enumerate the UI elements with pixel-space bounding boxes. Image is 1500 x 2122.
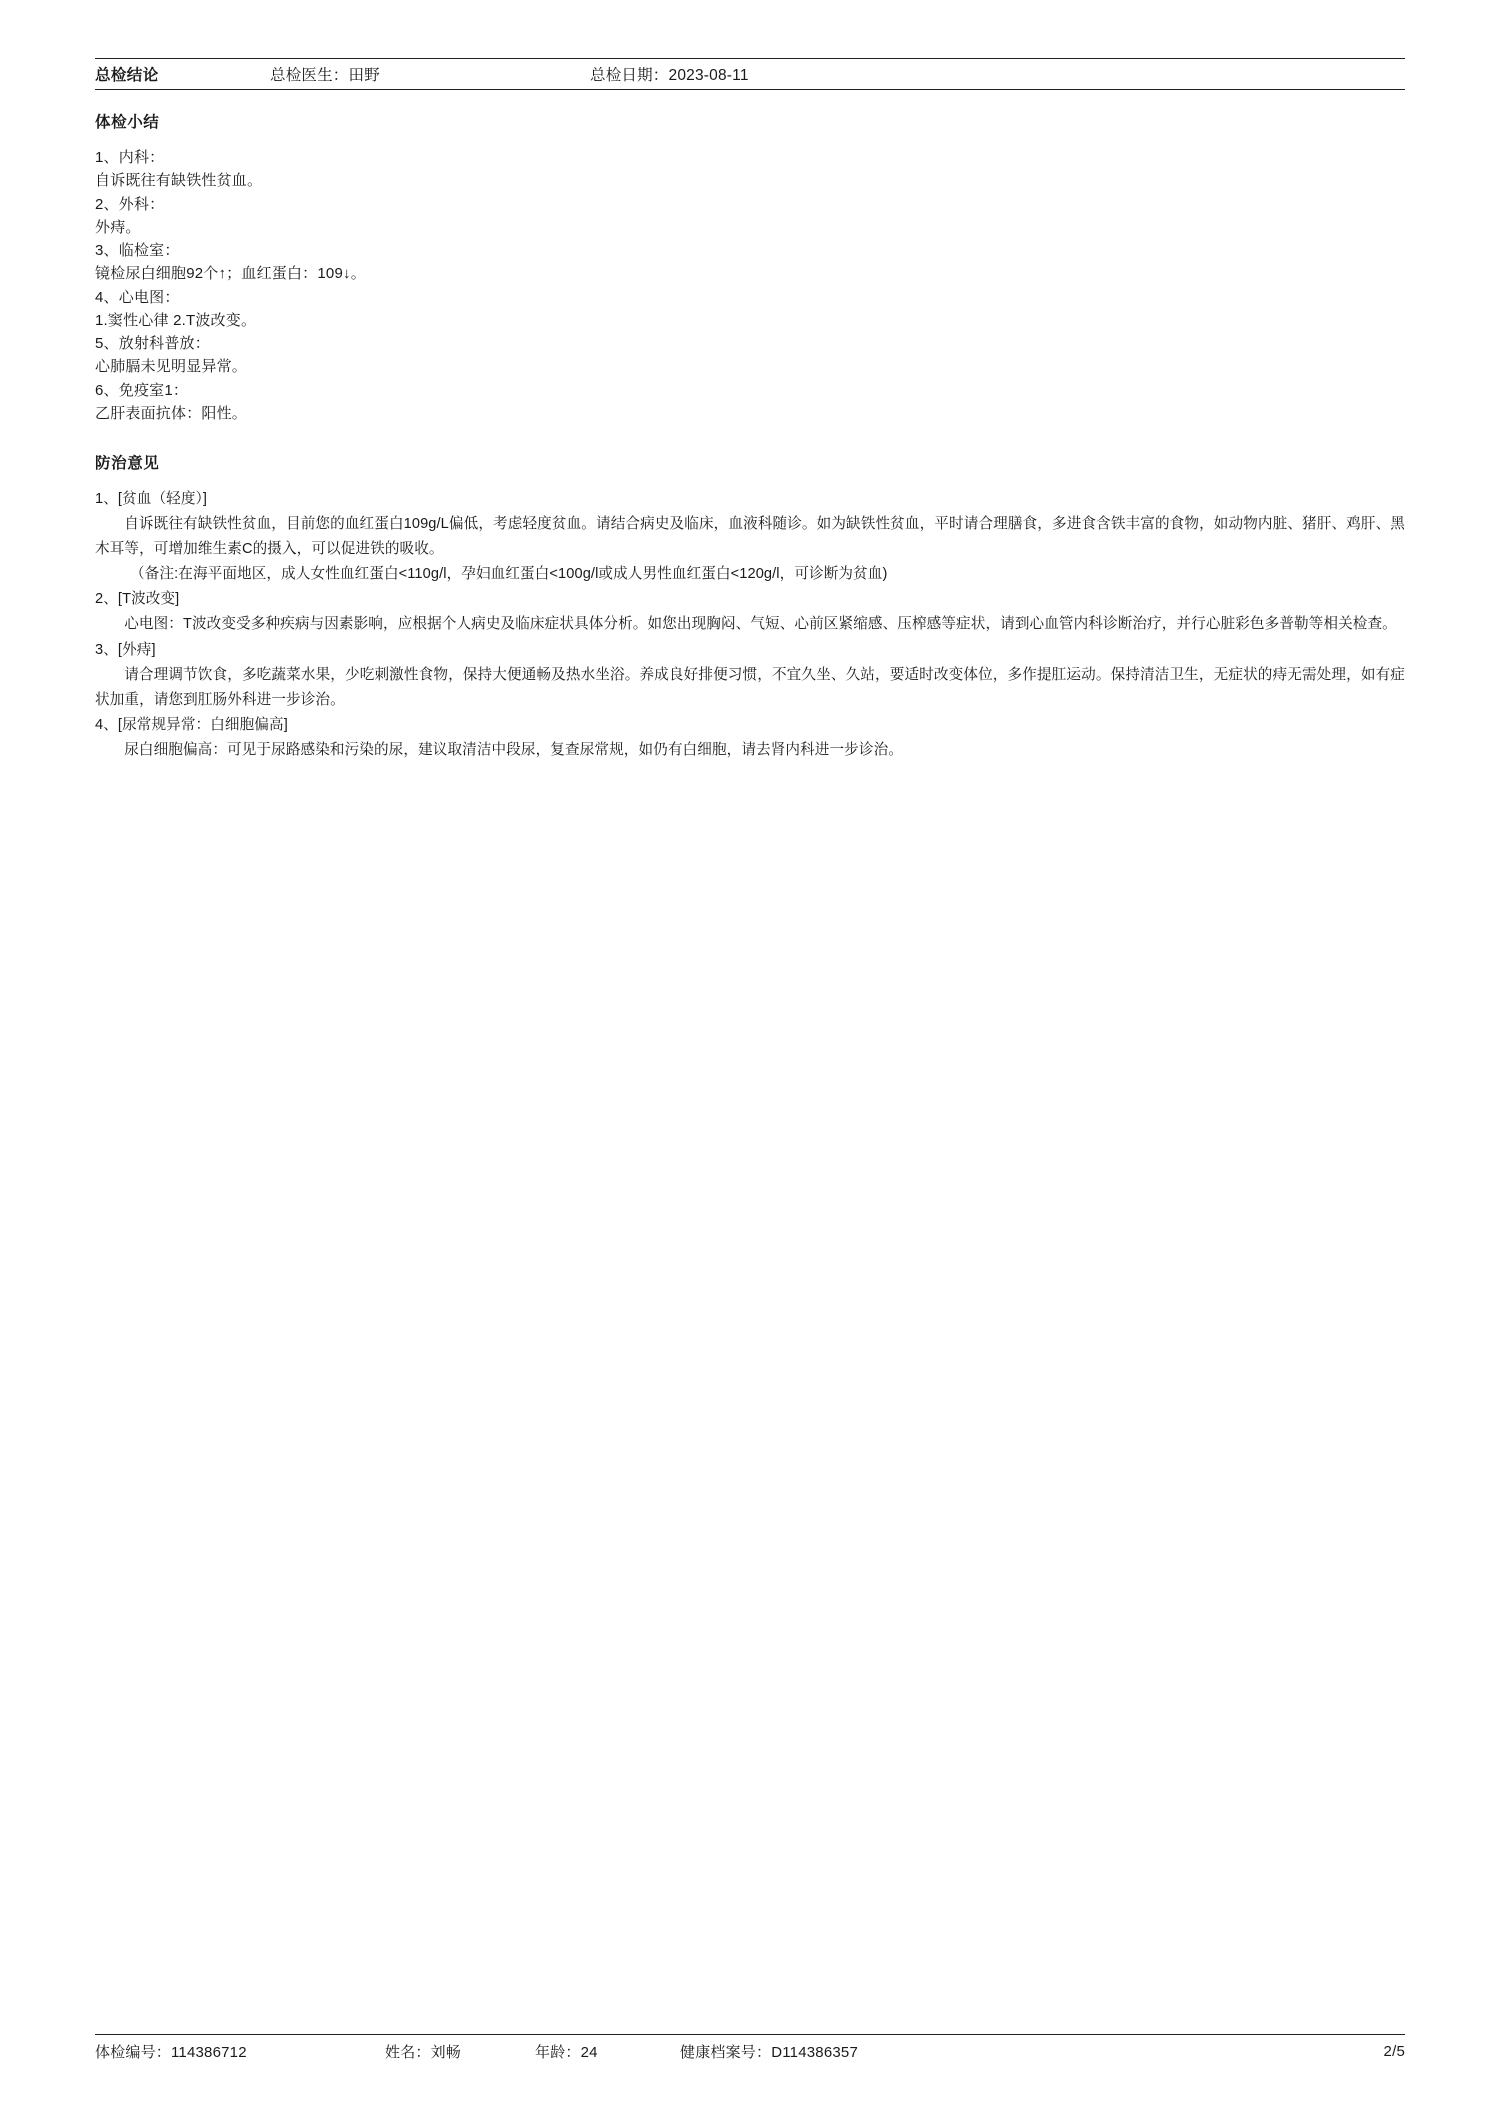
footer-record-no: 健康档案号：D114386357 bbox=[680, 2043, 859, 2061]
summary-line: 心肺膈未见明显异常。 bbox=[95, 358, 248, 376]
advice-title: 防治意见 bbox=[95, 455, 160, 472]
advice-item-text: 请合理调节饮食，多吃蔬菜水果，少吃刺激性食物，保持大便通畅及热水坐浴。养成良好排便习惯，不宜久坐、久站，要适时改变体位，多作提肛运动。保持清洁卫生，无症状的痔无需处理，如有症状加重，请您到肛肠外科进一步诊治。 bbox=[95, 666, 1405, 708]
summary-line: 1、内科： bbox=[95, 149, 165, 166]
advice-item bbox=[95, 487, 1405, 587]
footer-age: 年龄：24 bbox=[535, 2043, 598, 2061]
advice-item-head: 1、[贫血（轻度）] bbox=[95, 491, 208, 507]
header-date: 总检日期：2023-08-11 bbox=[590, 67, 749, 84]
advice-item bbox=[95, 638, 1405, 713]
footer-exam-no: 体检编号：114386712 bbox=[95, 2043, 247, 2061]
advice-item-note: （备注:在海平面地区，成人女性血红蛋白<110g/l，孕妇血红蛋白<100g/l或成人男性血红蛋白<120g/l，可诊断为贫血) bbox=[130, 566, 888, 583]
summary-line: 4、心电图： bbox=[95, 288, 180, 306]
summary-line: 乙肝表面抗体：阳性。 bbox=[95, 404, 248, 422]
header-section-label: 总检结论 bbox=[95, 67, 159, 84]
summary-line: 6、免疫室1： bbox=[95, 381, 189, 399]
summary-line: 3、临检室： bbox=[95, 242, 180, 259]
header-doctor: 总检医生：田野 bbox=[270, 67, 380, 84]
advice-body bbox=[95, 487, 1405, 763]
footer-page-number: 2/5 bbox=[1383, 2042, 1405, 2060]
advice-item bbox=[95, 587, 1405, 637]
summary-line: 自诉既往有缺铁性贫血。 bbox=[95, 172, 263, 190]
report-footer bbox=[95, 2034, 1405, 2067]
summary-line: 1.窦性心律 2.T波改变。 bbox=[95, 311, 257, 329]
advice-item-text: 自诉既往有缺铁性贫血，目前您的血红蛋白109g/L偏低，考虑轻度贫血。请结合病史及临床，血液科随诊。如为缺铁性贫血，平时请合理膳食，多进食含铁丰富的食物，如动物内脏、猪肝、鸡肝、黑木耳等，可增加维生素C的摄入，可以促进铁的吸收。 bbox=[95, 516, 1405, 558]
summary-body bbox=[95, 146, 1405, 425]
summary-line: 2、外科： bbox=[95, 195, 165, 213]
advice-item bbox=[95, 713, 1405, 763]
summary-line: 外痔。 bbox=[95, 218, 141, 236]
advice-item-head: 3、[外痔] bbox=[95, 641, 156, 658]
report-header bbox=[95, 59, 1405, 89]
header-bottom-divider bbox=[95, 89, 1405, 90]
advice-item-head: 2、[T波改变] bbox=[95, 591, 180, 608]
advice-item-text: 心电图：T波改变受多种疾病与因素影响，应根据个人病史及临床症状具体分析。如您出现胸闷、气短、心前区紧缩感、压榨感等症状，请到心血管内科诊断治疗，并行心脏彩色多普勒等相关检查。 bbox=[124, 616, 1397, 633]
advice-item-text: 尿白细胞偏高：可见于尿路感染和污染的尿，建议取清洁中段尿，复查尿常规，如仍有白细胞，请去肾内科进一步诊治。 bbox=[124, 741, 903, 758]
summary-line: 5、放射科普放： bbox=[95, 335, 210, 352]
summary-title: 体检小结 bbox=[95, 114, 160, 131]
footer-name: 姓名：刘畅 bbox=[385, 2043, 462, 2061]
summary-line: 镜检尿白细胞92个↑；血红蛋白：109↓。 bbox=[95, 265, 366, 283]
advice-item-head: 4、[尿常规异常：白细胞偏高] bbox=[95, 716, 288, 733]
